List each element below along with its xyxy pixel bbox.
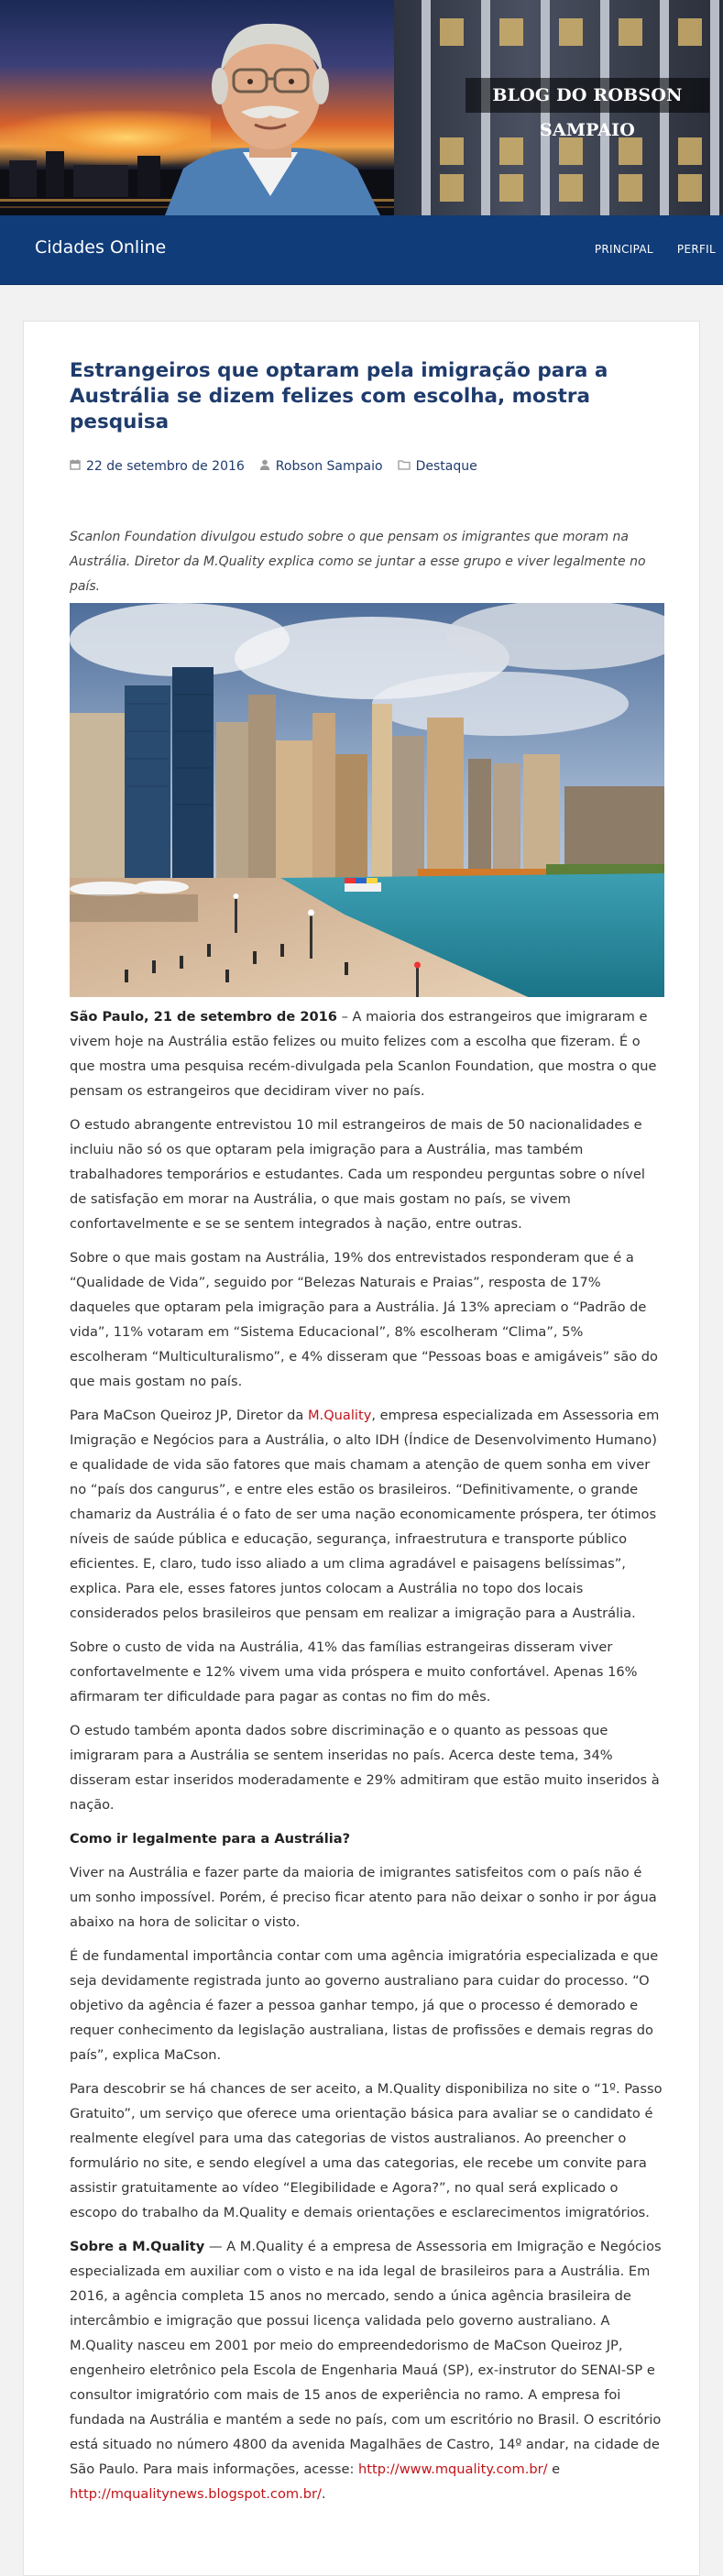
paragraph-8: É de fundamental importância contar com uma agência imigratória especializada e que seja devidamente registrada junto ao governo australiano para cuidar do processo. “O objetivo da agência é fazer a pessoa ganhar tempo, já que o processo é demorado e requer conhecimento da legislação australiana, listas de profissões e demais regras do país”, explica MaCson. <box>70 1948 659 2063</box>
paragraph-7: Viver na Austrália e fazer parte da maioria de imigrantes satisfeitos com o país não é um sonho impossível. Porém, é preciso ficar atento para não deixar o sonho ir por água abaixo na hora de solicitar o visto. <box>70 1865 657 1930</box>
calendar-icon <box>70 459 81 474</box>
user-icon <box>259 459 270 474</box>
article-photo <box>70 603 664 997</box>
sydney-harbour-image <box>70 603 664 997</box>
menu-item-principal[interactable]: PRINCIPAL <box>594 243 653 256</box>
link-separator: e <box>547 2461 561 2477</box>
mquality-link[interactable]: M.Quality <box>307 1408 372 1423</box>
post-category[interactable] <box>398 459 477 474</box>
paragraph-2: O estudo abrangente entrevistou 10 mil estrangeiros de mais de 50 nacionalidades e incluiu não só os que optaram pela imigração para a Austrália, mas também trabalhadores temporários e estudantes. Cada um respondeu perguntas sobre o nível de satisfação em morar na Austrália, o que mais gostam no país, se vivem confortavelmente e se se sentem integrados à nação, entre outras. <box>70 1117 645 1232</box>
paragraph-9: Para descobrir se há chances de ser aceito, a M.Quality disponibiliza no site o “1º. Passo Gratuito”, um serviço que oferece uma orientação básica para avaliar se o candidato é realmente elegível para uma das categorias de vistos australianos. Ao preencher o formulário no site, e sendo elegível a uma das categorias, ele recebe um convite para assistir gratuitamente ao vídeo “Elegibilidade e Agora?”, no qual será explicado o escopo do trabalho da M.Quality e demais orientações e esclarecimentos imigratórios. <box>70 2081 663 2220</box>
paragraph-4-a: Para MaCson Queiroz JP, Diretor da <box>70 1408 308 1423</box>
article <box>70 358 664 2516</box>
post-category-text: Destaque <box>415 459 477 474</box>
blog-title[interactable]: BLOG DO ROBSON SAMPAIO <box>466 78 709 113</box>
post-author-text: Robson Sampaio <box>275 459 383 474</box>
post-date-text: 22 de setembro de 2016 <box>86 459 245 474</box>
post-meta <box>70 459 664 474</box>
paragraph-1-dateline: São Paulo, 21 de setembro de 2016 <box>70 1009 337 1025</box>
mquality-site-link[interactable]: http://www.mquality.com.br/ <box>358 2461 548 2477</box>
link-end: . <box>321 2486 326 2502</box>
paragraph-10 <box>70 2234 664 2506</box>
folder-icon <box>398 459 411 474</box>
paragraph-5: Sobre o custo de vida na Austrália, 41% das famílias estrangeiras disseram viver confortavelmente e 12% vivem uma vida próspera e muito confortável. Apenas 16% afirmaram ter dificuldade para pagar as contas no fim do mês. <box>70 1639 638 1705</box>
mquality-news-link[interactable]: http://mqualitynews.blogspot.com.br/ <box>70 2486 322 2502</box>
author-portrait <box>147 13 394 215</box>
post-date[interactable] <box>70 459 245 474</box>
header-banner <box>0 0 723 215</box>
paragraph-10-text: — A M.Quality é a empresa de Assessoria em Imigração e Negócios especializada em auxiliar com o visto e na ida legal de brasileiros para a Austrália. Em 2016, a agência completa 15 anos no mercado, sendo a única agência brasileira de intercâmbio e imigração que possui licença validada pelo governo australiano. A M.Quality nasceu em 2001 por meio do empreendedorismo de MaCson Queiroz JP, engenheiro eletrônico pela Escola de Engenharia Mauá (SP), ex-instrutor do SENAI-SP e consultor imigratório com mais de 15 anos de experiência no ramo. A empresa foi fundada na Austrália e mantém a sede no país, com um escritório no Brasil. O escritório está situado no número 4800 da avenida Magalhães de Castro, 14º andar, na cidade de São Paulo. Para mais informações, acesse: <box>70 2239 662 2477</box>
navbar <box>0 215 723 285</box>
menu-item-perfil[interactable]: PERFIL <box>676 243 716 256</box>
paragraph-4-b: , empresa especializada em Assessoria em Imigração e Negócios para a Austrália, o alto IDH (Índice de Desenvolvimento Humano) e qualidade de vida são fatores que mais chamam a atenção de quem sonha em viver no “país dos cangurus”, e entre eles estão os brasileiros. “Definitivamente, o grande chamariz da Austrália é o fato de ser uma nação economicamente próspera, ter ótimos níveis de saúde pública e educação, segurança, infraestrutura e transporte público eficientes. E, claro, tudo isso aliado a um clima agradável e paisagens belíssimas”, explica. Para ele, esses fatores juntos colocam a Austrália no topo dos locais considerados pelos brasileiros que pensam em realizar a imigração para a Austrália. <box>70 1408 660 1621</box>
site-name-link[interactable]: Cidades Online <box>35 237 167 258</box>
paragraph-1 <box>70 1004 664 1103</box>
paragraph-4 <box>70 1403 664 1626</box>
paragraph-1-text: – A maioria dos estrangeiros que imigraram e vivem hoje na Austrália estão felizes ou muito felizes com a escolha que fizeram. É o que mostra uma pesquisa recém-divulgada pela Scanlon Foundation, que mostra o que pensam os estrangeiros que decidiram viver no país. <box>70 1009 657 1099</box>
post-lead: Scanlon Foundation divulgou estudo sobre o que pensam os imigrantes que moram na Austrália. Diretor da M.Quality explica como se juntar a esse grupo e viver legalmente no país. <box>70 530 646 594</box>
post-author[interactable] <box>259 459 383 474</box>
main-menu <box>595 243 723 256</box>
subheading-legal: Como ir legalmente para a Austrália? <box>70 1831 351 1847</box>
paragraph-6: O estudo também aponta dados sobre discriminação e o quanto as pessoas que imigraram para a Austrália se sentem inseridas no país. Acerca deste tema, 34% disseram estar inseridos moderadamente e 29% admitiram que estão muito inseridos à nação. <box>70 1723 660 1813</box>
paragraph-3: Sobre o que mais gostam na Austrália, 19% dos entrevistados responderam que é a “Qualidade de Vida”, seguido por “Belezas Naturais e Praias”, resposta de 17% daqueles que optaram pela imigração para a Austrália. Já 13% apreciam o “Padrão de vida”, 11% votaram em “Sistema Educacional”, 8% escolheram “Clima”, 5% escolheram “Multiculturalismo”, e 4% disseram que “Pessoas boas e amigáveis” são do que mais gostam no país. <box>70 1250 658 1389</box>
post-card <box>23 321 700 2576</box>
about-label: Sobre a <box>70 2239 133 2254</box>
about-mquality: M.Quality <box>132 2239 205 2254</box>
post-title[interactable]: Estrangeiros que optaram pela imigração para a Austrália se dizem felizes com escolha, mostra pesquisa <box>70 359 608 433</box>
